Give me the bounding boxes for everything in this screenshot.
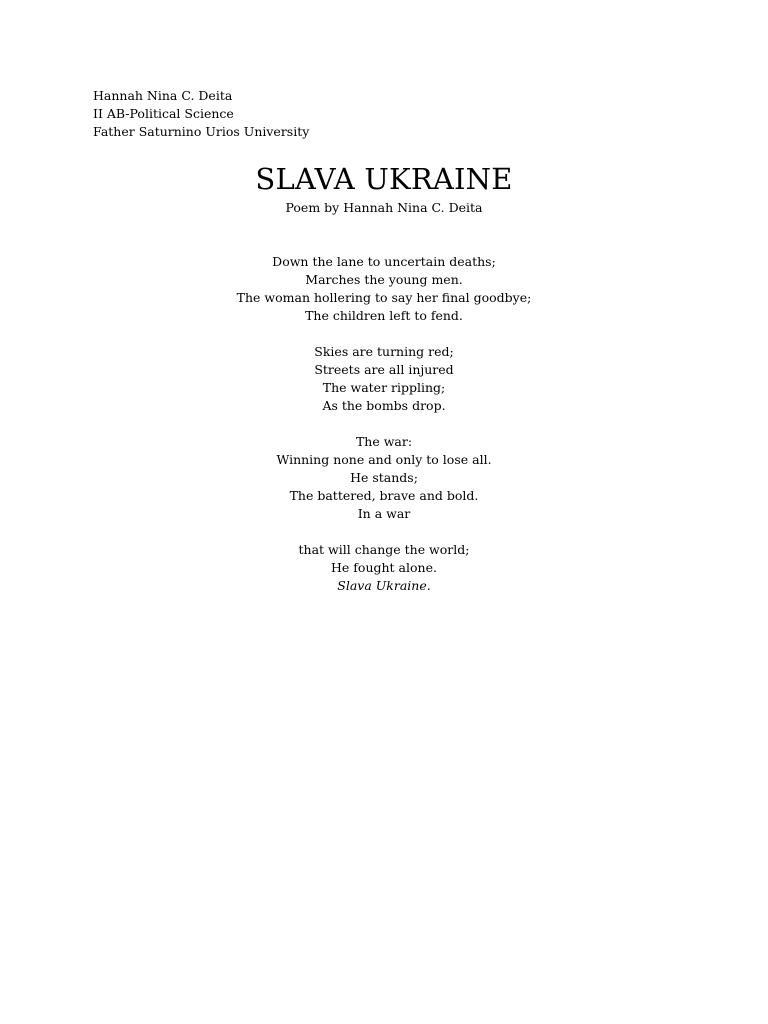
poem-line: Streets are all injured <box>314 362 454 377</box>
poem-line: Marches the young men. <box>305 272 463 287</box>
poem-subtitle: Poem by Hannah Nina C. Deita <box>285 200 483 215</box>
stanza <box>0 253 768 325</box>
stanza <box>0 541 768 595</box>
poem-line: He stands; <box>350 470 418 485</box>
poem-closing-line: Slava Ukraine. <box>337 578 431 593</box>
stanza <box>0 343 768 415</box>
author-school: Father Saturnino Urios University <box>93 124 310 139</box>
stanza <box>0 433 768 523</box>
author-block <box>93 87 309 141</box>
poem-body <box>0 253 768 595</box>
poem-line: Down the lane to uncertain deaths; <box>272 254 496 269</box>
poem-line: The children left to fend. <box>305 308 463 323</box>
poem-title: SLAVA UKRAINE <box>255 162 513 196</box>
poem-line: Winning none and only to lose all. <box>276 452 492 467</box>
poem-line: The battered, brave and bold. <box>289 488 479 503</box>
author-course: II AB-Political Science <box>93 106 234 121</box>
author-name: Hannah Nina C. Deita <box>93 88 233 103</box>
poem-line: The water rippling; <box>322 380 446 395</box>
poem-line: He fought alone. <box>331 560 437 575</box>
poem-line: Skies are turning red; <box>314 344 454 359</box>
poem-line: The woman hollering to say her final goodbye; <box>236 290 532 305</box>
poem-line: that will change the world; <box>298 542 470 557</box>
poem-line: As the bombs drop. <box>322 398 446 413</box>
poem-line: In a war <box>357 506 411 521</box>
poem-line: The war: <box>355 434 413 449</box>
